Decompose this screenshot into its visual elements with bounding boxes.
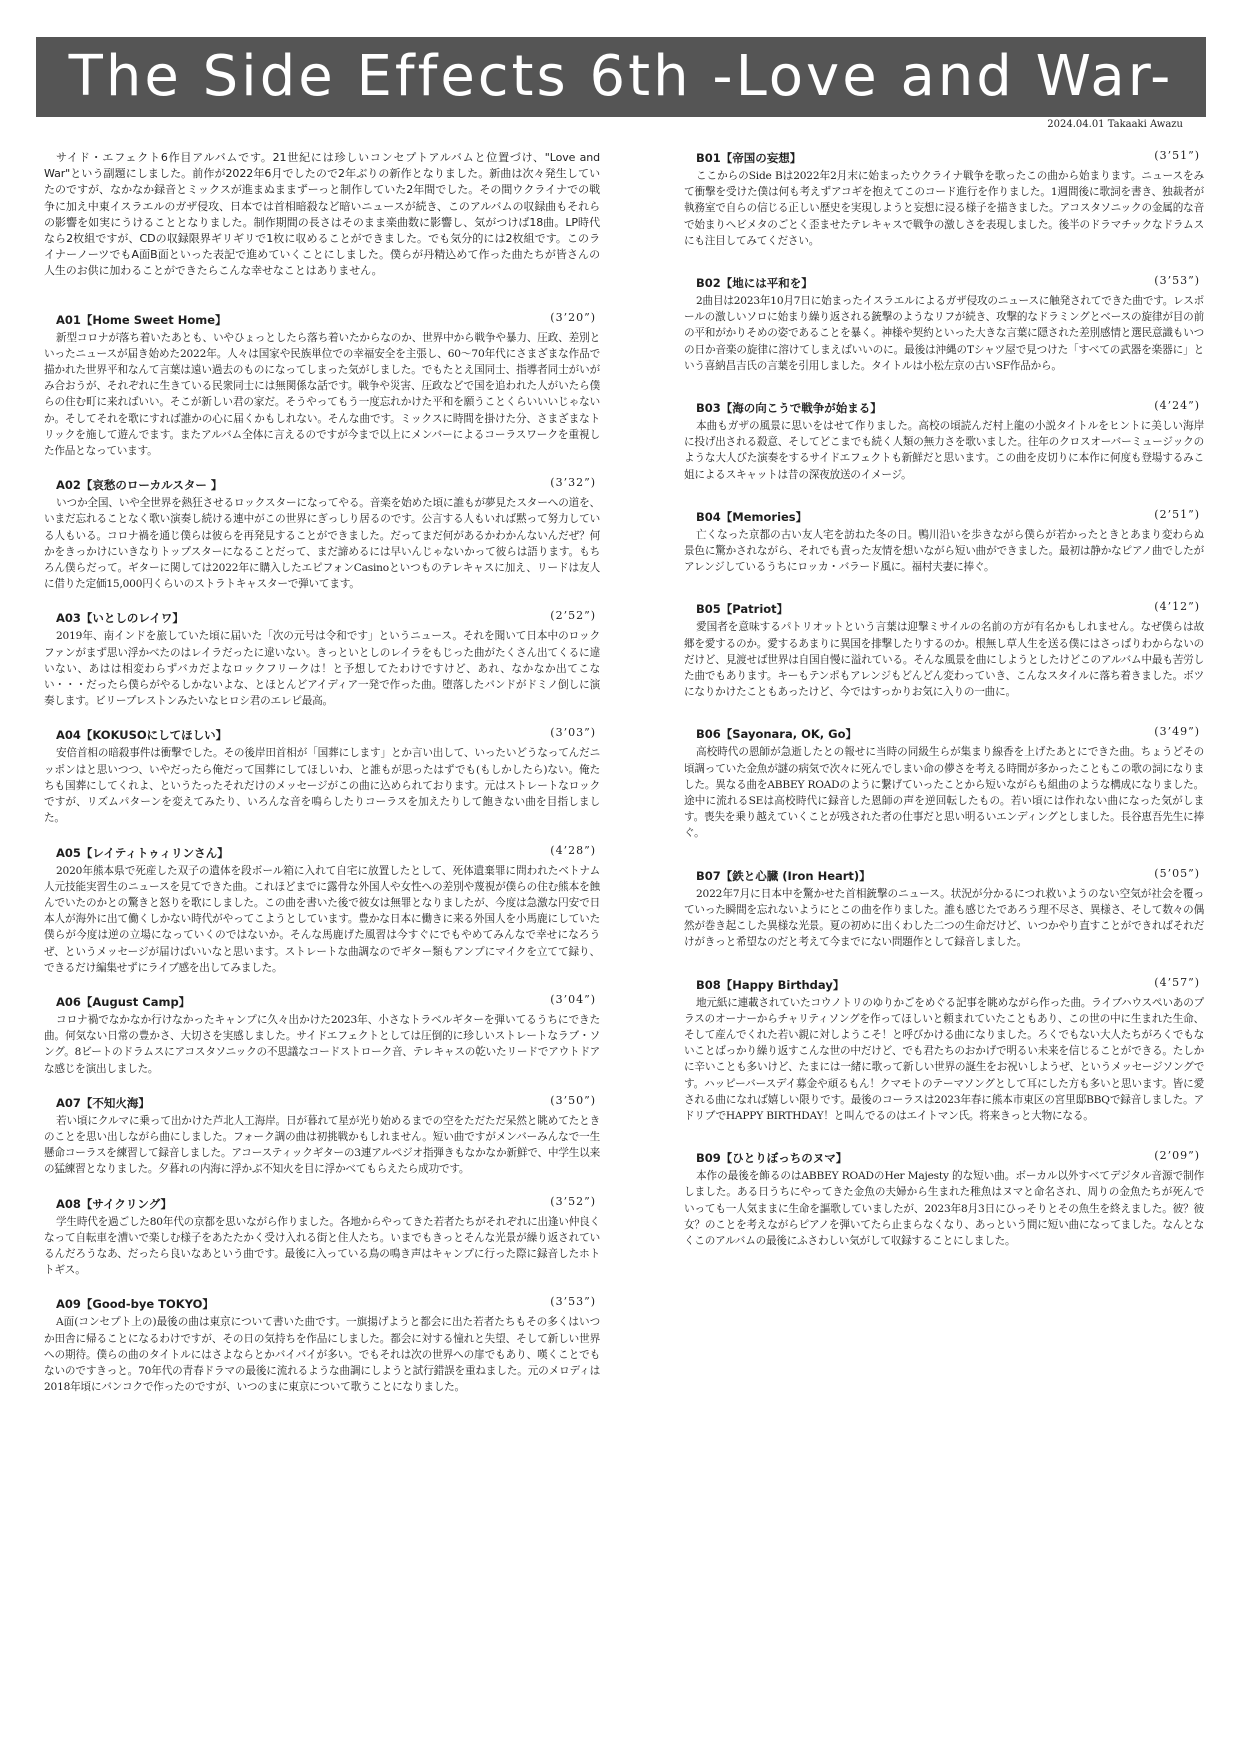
track-duration: (3’03”) bbox=[550, 726, 596, 740]
track-description: 2曲目は2023年10月7日に始まったイスラエルによるガザ侵攻のニュースに触発されてできた曲です。レスポールの激しいソロに始まり繰り返される銃撃のようなリフが続き、攻撃的なドラミングとベースの旋律が目の前の平和がかりそめの姿であることを暴く。神様や契約といった大きな言葉に隠された差別感情と選民意識もいつの日か音楽の旋律に溶けてしまえばいいのに。最後は沖縄のTシャツ屋で見つけた「すべての武器を楽器に」という喜納昌吉氏の言葉を引用しました。タイトルは小松左京の古いSF作品から。 bbox=[684, 295, 1204, 372]
track-duration: (3’20”) bbox=[550, 310, 596, 324]
track-b09 bbox=[684, 1150, 1204, 1249]
track-b08 bbox=[684, 977, 1204, 1125]
track-a05 bbox=[44, 845, 600, 976]
track-title: A06【August Camp】 bbox=[56, 994, 191, 1009]
track-a03 bbox=[44, 610, 600, 709]
track-description: 新型コロナが落ち着いたあとも、いやひょっとしたら落ち着いたからなのか、世界中から戦争や暴力、圧政、差別といったニュースが届き始めた2022年。人々は国家や民族単位での幸福安全を主張し、60〜70年代にさまざまな作品で描かれた世界平和なんて言葉は遠い過去のものになってしまった気がしました。でもたとえ国同士、指導者同士がいがみ合おうが、それぞれに生きている民衆同士には無関係な話です。戦争や災害、圧政などで国を追われた人がいたら僕らの住む町に来ればいい。そこが新しい君の家だ。そうやってもう一度忘れかけた平和を願うことくらいいいじゃないか。そしてそれを歌にすれば誰かの心に届くかもしれない。そんな曲です。ミックスに時間を掛けた分、さまざまなトリックを施して遊んでます。またアルバム全体に言えるのですが今まで以上にメンバーによるコーラスワークを重視した作品となっています。 bbox=[44, 331, 600, 458]
track-a07 bbox=[44, 1095, 600, 1178]
track-description: 本作の最後を飾るのはABBEY ROADのHer Majesty 的な短い曲。ボーカル以外すべてデジタル音源で制作しました。ある日うちにやってきた金魚の夫婦から生まれた稚魚はヌマと命名され、周りの金魚たちが死んでいっても一人気ままに生命を謳歌していましたが、2023年8月3日にひっそりとその魚生を終えました。彼？彼女？のことを考えながらピアノを弾いてたら止まらなくなり、あっという間に短い曲になってました。なんとなくこのアルバムの最後にふさわしい気がして収録することにしました。 bbox=[684, 1170, 1204, 1247]
track-b04 bbox=[684, 509, 1204, 576]
track-description: いつか全国、いや全世界を熱狂させるロックスターになってやる。音楽を始めた頃に誰もが夢見たスターへの道を、いまだ忘れることなく歌い演奏し続ける連中がこの世界にぎっしり居るのです。公言する人もいれば黙って努力している人もいる。コロナ禍を通じ僕らは彼らを再発見することができました。だってまだ何があるかわかんないんだぜ？何かをきっかけにいきなりトップスターになることだって、まだ諦めるには早いんじゃないかって彼らは語ります。もちろん僕らだって。ギターに関しては2022年に購入したエピフォンCasinoといつものテレキャスに加え、リードは友人に借りた定価15,000円くらいのストラトキャスターで弾いてます。 bbox=[44, 497, 600, 591]
track-title: B02【地には平和を】 bbox=[696, 276, 813, 291]
track-description: 地元紙に連載されていたコウノトリのゆりかごをめぐる記事を眺めながら作った曲。ライブハウスぺいあのプラスのオーナーからチャリティソングを作ってほしいと頼まれていたこともあり、この世の中に生まれた生命、そして産んでくれた若い親に対しようこそ！と呼びかける曲になりました。ろくでもない大人たちがろくでもないことばっかり繰り返すこんな世の中だけど、でも君たちのおかげで明るい未来を信じることができる。たしかに辛いことも多いけど、たまには一緒に歌って新しい世界の誕生をお祝いしようぜ、というメッセージソングです。ハッピーバースデイ募金や頑るもん！クマモトのテーマソングとして耳にした方も多いと思います。皆に愛される曲になれば嬉しい限りです。最後のコーラスは2023年春に熊本市東区の宮里邸BBQで録音しました。アドリブでHAPPY BIRTHDAY！と叫んでるのはエイトマン氏。将来きっと大物になる。 bbox=[684, 996, 1204, 1122]
track-description: A面(コンセプト上の)最後の曲は東京について書いた曲です。一旗揚げようと都会に出た若者たちもその多くはいつか田舎に帰ることになるわけですが、その日の気持ちを作品にしました。都会に対する憧れと失望、そして新しい世界への期待。僕らの曲のタイトルにはさよならとかバイバイが多い。でもそれは次の世界への扉でもあり、嘆くことでもないのですきっと。70年代の青春ドラマの最後に流れるような曲調にしようと試行錯誤を重ねました。元のメロディは2018年頃にバンコクで作ったのですが、いつのまに東京について歌うことになりました。 bbox=[44, 1316, 600, 1394]
album-title: The Side Effects 6th -Love and War- bbox=[36, 37, 1206, 117]
track-title: A02【哀愁のローカルスター 】 bbox=[56, 478, 223, 493]
track-title: B07【鉄と心臓 (Iron Heart)】 bbox=[696, 868, 871, 883]
track-duration: (2’09”) bbox=[1154, 1149, 1200, 1163]
track-b02 bbox=[684, 275, 1204, 374]
track-duration: (4’28”) bbox=[550, 843, 596, 857]
track-duration: (3’53”) bbox=[1154, 274, 1200, 288]
track-description: 安倍首相の暗殺事件は衝撃でした。その後岸田首相が「国葬にします」とか言い出して、いったいどうなってんだニッポンはと思いつつ、いやだったら俺だって国葬にしてほしいわ、と誰もが思ったはずでも(もしかしたら)ない。俺たちも国葬にしてくれよ、というたったそれだけのメッセージがこの曲に込められております。元はストレートなロックですが、リズムパターンを変えてみたり、いろんな音を鳴らしたりコーラスを加えたりして飽きない曲を目指しました。 bbox=[44, 747, 600, 825]
track-b07 bbox=[684, 868, 1204, 951]
track-b01 bbox=[684, 150, 1204, 249]
track-title: A05【レイティトゥィリンさん】 bbox=[56, 845, 229, 860]
track-b05 bbox=[684, 601, 1204, 700]
track-description: 本曲もガザの風景に思いをはせて作りました。高校の頃読んだ村上龍の小説タイトルをヒントに美しい海岸に投げ出される殺意、そしてどこまでも続く人類の無力さを歌いました。往年のクロスオーバーミュージックのような大人びた演奏をするサイドエフェクトも新鮮だと思います。この曲を皮切りに本作に何度も登場するみこ姐によるスキャットは昔の深夜放送のイメージ。 bbox=[684, 420, 1204, 481]
track-title: A07【不知火海】 bbox=[56, 1095, 150, 1110]
track-duration: (3’32”) bbox=[550, 476, 596, 490]
track-a06 bbox=[44, 994, 600, 1077]
track-duration: (3’51”) bbox=[1154, 149, 1200, 162]
track-title: B04【Memories】 bbox=[696, 509, 808, 524]
track-a02 bbox=[44, 477, 600, 592]
track-title: A03【いとしのレイワ】 bbox=[56, 611, 184, 626]
track-description: コロナ禍でなかなか行けなかったキャンプに久々出かけた2023年、小さなトラベルギターを弾いてるうちにできた曲。何気ない日常の豊かさ、大切さを実感しました。サイドエフェクトとしては圧倒的に珍しいストレートなラブ・ソング。8ビートのドラムスにアコスタソニックの不思議なコードストローク音、テレキャスの乾いたリードでアウトドアな感じを演出しました。 bbox=[44, 1013, 600, 1075]
date-author-line: 2024.04.01 Takaaki Awazu bbox=[1047, 119, 1183, 130]
track-description: 高校時代の恩師が急逝したとの報せに当時の同級生らが集まり線香を上げたあとにできた曲。ちょうどその頃調っていた金魚が謎の病気で次々に死んでしまい命の儚さを考える時間が多かったこともこの歌の詞になりました。異なる曲をABBEY ROADのように繋げていったことから短いながらも組曲のような構成になりました。途中に流れるSEは高校時代に録音した恩師の声を逆回転したもの。若い頃には作れない曲になった気がします。喪失を乗り越えていくことが残された者の仕事だと思い明るいエンディングとしました。長谷恵吾先生に捧ぐ。 bbox=[684, 746, 1204, 840]
track-duration: (3’50”) bbox=[550, 1093, 596, 1107]
track-title: A04【KOKUSOにしてほしい】 bbox=[56, 728, 228, 743]
track-duration: (3’49”) bbox=[1154, 725, 1200, 739]
track-duration: (2’51”) bbox=[1154, 507, 1200, 521]
track-description: 2022年7月に日本中を驚かせた首相銃撃のニュース。状況が分かるにつれ救いようのない空気が社会を覆っていった瞬間を忘れないようにとこの曲を作りました。誰も感じたであろう理不尽さ、異様さ、そして数々の偶然が巻き起こした異様な光景。夏の初めに出くわした二つの生命だけど、いつかやり直すことができればそれだけがきっと希望なのだと考えて今までにない問題作として録音しました。 bbox=[684, 887, 1204, 949]
track-description: ここからのSide Bは2022年2月末に始まったウクライナ戦争を歌ったこの曲から始まります。ニュースをみて衝撃を受けた僕は何も考えずアコギを抱えてこのコード進行を作りました。1週間後に歌詞を書き、独裁者が執務室で自らの信じる正しい歴史を実現しようと妄想に浸る様子を描きました。アコスタソニックの金属的な音で始まりヘビメタのごとく歪ませたテレキャスで戦争の激しさを表現しました。後半のドラマチックなドラムスにも注目してみてください。 bbox=[684, 170, 1204, 247]
track-duration: (3’04”) bbox=[550, 992, 596, 1006]
intro-paragraph: サイド・エフェクト6作目アルバムです。21世紀には珍しいコンセプトアルバムと位置づけ、"Love and War"という副題にしました。前作が2022年6月でしたので2年ぶりの新作となりました。新曲は次々発生していたのですが、なかなか録音とミックスが進まぬままずーっと制作していた2年間でした。その間ウクライナでの戦争に加え中東イスラエルのガザ侵攻、日本では首相暗殺など暗いニュースが続き、このアルバムの収録曲もそれらの影響を如実にうけることとなりました。制作期間の長さはそのまま楽曲数に影響し、気がつけば18曲。LP時代なら2枚組ですが、CDの収録限界ギリギリで1枚に収めることができました。でも気分的には2枚組です。このライナーノーツでもA面B面といった表記で進めていくことにしました。僕らが丹精込めて作った曲たちが皆さんの人生のお供に加わることができたらこんな幸せなことはありません。 bbox=[44, 151, 600, 278]
track-title: A01【Home Sweet Home】 bbox=[56, 312, 227, 327]
track-duration: (5’05”) bbox=[1154, 866, 1200, 880]
track-description: 若い頃にクルマに乗って出かけた芦北人工海岸。日が暮れて星が光り始めるまでの空をただただ呆然と眺めてたときのことを思い出しながら曲にしました。フォーク調の曲は初挑戦かもしれません。短い曲ですがメンバーみんなで一生懸命コーラスを練習して録音しました。アコースティックギターの3連アルペジオ指弾きもなかなか新鮮で、中学生以来の猛練習となりました。夕暮れの内海に浮かぶ不知火を目に浮かべてもらえたら成功です。 bbox=[44, 1114, 600, 1176]
left-column bbox=[44, 150, 600, 1413]
track-description: 2019年、南インドを旅していた頃に届いた「次の元号は令和です」というニュース。それを聞いて日本中のロックファンがまず思い浮かべたのはレイラだったに違いない。きっといとしのレイラをもじった曲がたくさん出てくるに違いない、あはは相変わらずバカだよなロックフリークは！と予想してたわけですけど、あれ、なかなか出てこない・・・だったら僕らがやるしかないよな、とほとんどアイディア一発で作った曲。堕落したバンドがドミノ倒しに演奏します。ビリープレストンみたいなヒロシ君のエレピ最高。 bbox=[44, 630, 600, 708]
track-title: B05【Patriot】 bbox=[696, 602, 789, 617]
track-title: B03【海の向こうで戦争が始まる】 bbox=[696, 401, 882, 416]
track-a04 bbox=[44, 727, 600, 826]
track-duration: (4’57”) bbox=[1154, 975, 1200, 989]
right-column bbox=[684, 150, 1204, 1275]
track-title: A08【サイクリング】 bbox=[56, 1196, 172, 1211]
track-description: 愛国者を意味するパトリオットという言葉は迎撃ミサイルの名前の方が有名かもしれません。なぜ僕らは故郷を愛するのか。愛するあまりに異国を排撃したりするのか。根無し草人生を送る僕にはさっぱりわからないのだけど、見渡せば世界は自国自慢に溢れている。そんな風景を曲にしようとしたけどこのアルバム中最も苦労した曲でもあります。キーもテンポもアレンジもどんどん変わっていき、こんなスタイルに落ち着きました。ボツになりかけたこともあったけど、今ではすっかりお気に入りの一曲に。 bbox=[684, 621, 1204, 699]
track-description: 2020年熊本県で死産した双子の遺体を段ボール箱に入れて自宅に放置したとして、死体遺棄罪に問われたベトナム人元技能実習生のニュースを見てできた曲。これほどまでに露骨な外国人や女性への差別や蔑視が僕らの住む熊本を蝕んでいたのかとの驚きと怒りを歌にしました。この曲を書いた後で彼女は無罪となりましたが、今度は急激な円安で日本人が海外に出て働くしかない時代がやってこようとしています。豊かな日本に働きに来る外国人を小馬鹿にしていた僕らが今度は逆の立場になっていくのではないか。そんな馬鹿げた風習は今すぐにでもやめてみんなで幸せになろうぜ、というメッセージが届けばいいなと思います。ストレートな曲調なのでギター類もアンプにマイクを立てて録り、できるだけ編集せずにライブ感を出してみました。 bbox=[44, 864, 600, 974]
track-title: A09【Good-bye TOKYO】 bbox=[56, 1297, 214, 1312]
track-b03 bbox=[684, 400, 1204, 483]
track-duration: (4’24”) bbox=[1154, 399, 1200, 413]
track-b06 bbox=[684, 726, 1204, 841]
track-title: B09【ひとりぼっちのヌマ】 bbox=[696, 1151, 848, 1166]
track-a08 bbox=[44, 1196, 600, 1279]
track-title: B08【Happy Birthday】 bbox=[696, 977, 845, 992]
track-duration: (4’12”) bbox=[1154, 600, 1200, 614]
track-duration: (3’53”) bbox=[550, 1295, 596, 1309]
track-description: 亡くなった京都の古い友人宅を訪ねた冬の日。鴨川沿いを歩きながら僕らが若かったときとあまり変わらぬ景色に驚かされながら、それでも責った友情を想いながら短い曲ができました。最初は静かなピアノ曲でしたがアレンジしているうちにロッカ・バラード風に。福村夫妻に捧ぐ。 bbox=[684, 528, 1204, 574]
track-a09 bbox=[44, 1296, 600, 1395]
track-title: B06【Sayonara, OK, Go】 bbox=[696, 727, 858, 742]
track-duration: (3’52”) bbox=[550, 1194, 596, 1208]
track-duration: (2’52”) bbox=[550, 609, 596, 623]
track-a01 bbox=[44, 312, 600, 460]
track-title: B01【帝国の妄想】 bbox=[696, 151, 802, 165]
track-description: 学生時代を過ごした80年代の京都を思いながら作りました。各地からやってきた若者たちがそれぞれに出逢い仲良くなって自転車を漕いで楽しむ様子をあたたかく受け入れる街と住人たち。いまでもきっとそんな光景が繰り返されているんだろうなあ、だったら良いなあという曲です。最後に入っている鳥の鳴き声はキャンプに行った際に録音したホトトギス。 bbox=[44, 1215, 600, 1277]
